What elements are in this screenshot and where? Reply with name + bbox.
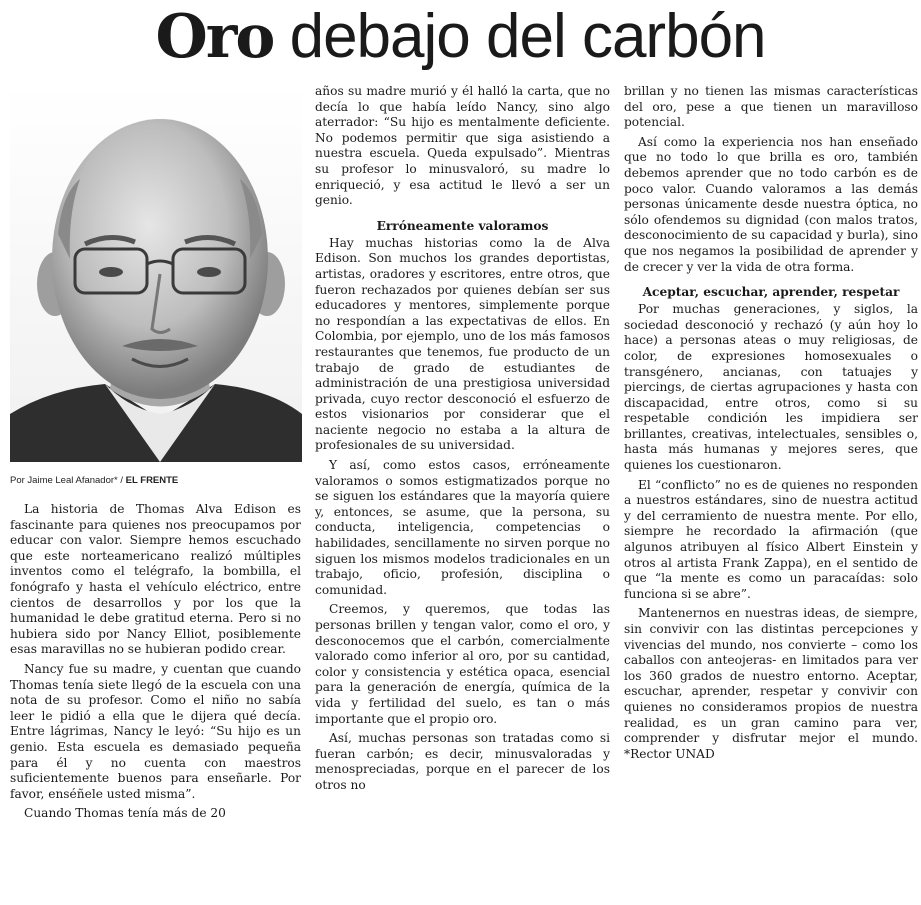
col3-paragraph-1: brillan y no tienen las mismas características del oro, pese a que tienen un maravilloso potencial.	[624, 84, 918, 130]
col1-paragraph-2: Nancy fue su madre, y cuentan que cuando Thomas tenía siete llegó de la escuela con una nota de su profesor. Como el niño no sabía leer le pidió a ella que le dijera qué decía. Entre lágrimas, Nancy le leyó: “Su hijo es un genio. Esta escuela es demasiado pequeña para él y no cuenta con maestros suficientemente buenos para enseñarle. Por favor, enséñele usted misma”.	[10, 661, 301, 801]
headline-rest: debajo del carbón	[273, 2, 766, 71]
author-photo	[10, 84, 302, 462]
column-3	[624, 84, 918, 762]
col3-subheading: Aceptar, escuchar, aprender, respetar	[642, 285, 900, 300]
col2-subheading: Erróneamente valoramos	[376, 218, 549, 233]
col3-paragraph-4: El “conflicto” no es de quienes no responden a nuestros estándares, sino de nuestra actitud y del cerramiento de nuestra mente. Por ello, siempre he recordado la afirmación (que algunos atribuyen al físico Albert Einstein y otros al artista Frank Zappa), en el sentido de que “la mente es como un paracaídas: solo funciona si se abre”.	[624, 477, 918, 601]
col3-paragraph-3: Por muchas generaciones, y siglos, la sociedad desconoció y rechazó (y aún hoy lo hace) a personas ateas o muy religiosas, de color, de expresiones homosexuales o transgénero, ancianas, con tatuajes y piercings, de ciertas agrupaciones y hasta con discapacidad, entre otros, como si su respetable condición les impidiera ser brillantes, creativas, intelectuales, sensibles o, hasta más humanas y mejores seres, que quienes los cuestionaron.	[624, 302, 918, 473]
article-headline	[0, 0, 921, 74]
col2-paragraph-5: Así, muchas personas son tratadas como si fueran carbón; es decir, minusvaloradas y menospreciadas, porque en el parecer de los otros no	[315, 731, 610, 792]
byline-outlet: EL FRENTE	[125, 475, 179, 486]
col2-paragraph-1: años su madre murió y él halló la carta, que no decía lo que había leído Nancy, sino algo aterrador: “Su hijo es mentalmente deficiente. No podemos permitir que siga asistiendo a nuestra escuela. Queda expulsado”. Mientras su profesor lo minusvaloró, su madre lo enriqueció, y esa actitud le llevó a ser un genio.	[315, 84, 610, 208]
col3-paragraph-2: Así como la experiencia nos han enseñado que no todo lo que brilla es oro, también debemos aprender que no todo carbón es de poco valor. Cuando valoramos a las demás personas únicamente desde nuestra óptica, no sólo ofendemos su dignidad (con malos tratos, desconocimiento de su capacidad y burla), sino que nos negamos la posibilidad de aprender y de crecer y ver la vida de otra forma.	[624, 134, 918, 274]
col3-paragraph-5: Mantenernos en nuestras ideas, de siempre, sin convivir con las distintas percepciones y vivencias del mundo, nos convierte – como los caballos con anteojeras- en limitados para ver los 360 grados de nuestro entorno. Aceptar, escuchar, aprender, respetar y convivir con quienes no consideramos propios de nuestra realidad, es un gran camino para ver, comprender y disfrutar mejor el mundo. *Rector UNAD	[624, 606, 918, 761]
col2-paragraph-4: Creemos, y queremos, que todas las personas brillen y tengan valor, como el oro, y desconocemos que el carbón, comercialmente valorado como inferior al oro, por su cantidad, color y consistencia y estética opaca, esencial para la generación de energía, química de la vida y fertilidad del suelo, es tan o más importante que el propio oro.	[315, 602, 610, 726]
col1-paragraph-1: La historia de Thomas Alva Edison es fascinante para quienes nos preocupamos por educar con valor. Siempre hemos escuchado que este norteamericano realizó múltiples inventos como el telégrafo, la bombilla, el fonógrafo y hasta el vehículo eléctrico, entre cientos de desarrollos y por los que la humanidad le debe gratitud eterna. Pero si no hubiera sido por Nancy Elliot, posiblemente esas maravillas no se hubieran podido crear.	[10, 502, 301, 657]
headline-bold-word: Oro	[155, 2, 274, 72]
article-byline	[10, 475, 302, 486]
col2-paragraph-3: Y así, como estos casos, erróneamente valoramos o somos estigmatizados porque no se siguen los estándares que la mayoría quiere y, entonces, se asume, que la persona, su conducta, inteligencia, competencias o habilidades, sencillamente no sirven porque no siguen los mismos modelos tradicionales en un trabajo, oficio, profesión, disciplina o comunidad.	[315, 458, 610, 597]
column-1	[10, 502, 301, 822]
col1-paragraph-3: Cuando Thomas tenía más de 20	[24, 806, 226, 821]
col2-paragraph-2: Hay muchas historias como la de Alva Edison. Son muchos los grandes deportistas, artistas, oradores y escritores, entre otros, que fueron rechazados por quienes debían ser sus educadores y mentores, simplemente porque no respondían a las expectativas de ellos. En Colombia, por ejemplo, uno de los más famosos restaurantes que tenemos, fue producto de un trabajo de grado de estudiantes de administración de una prestigiosa universidad privada, cuyo rector desconoció el esfuerzo de estos visionarios por considerar que el naciente negocio no estaba a la altura de profesionales de su universidad.	[315, 235, 610, 453]
column-2	[315, 84, 610, 794]
byline-author: Por Jaime Leal Afanador* /	[10, 475, 126, 486]
